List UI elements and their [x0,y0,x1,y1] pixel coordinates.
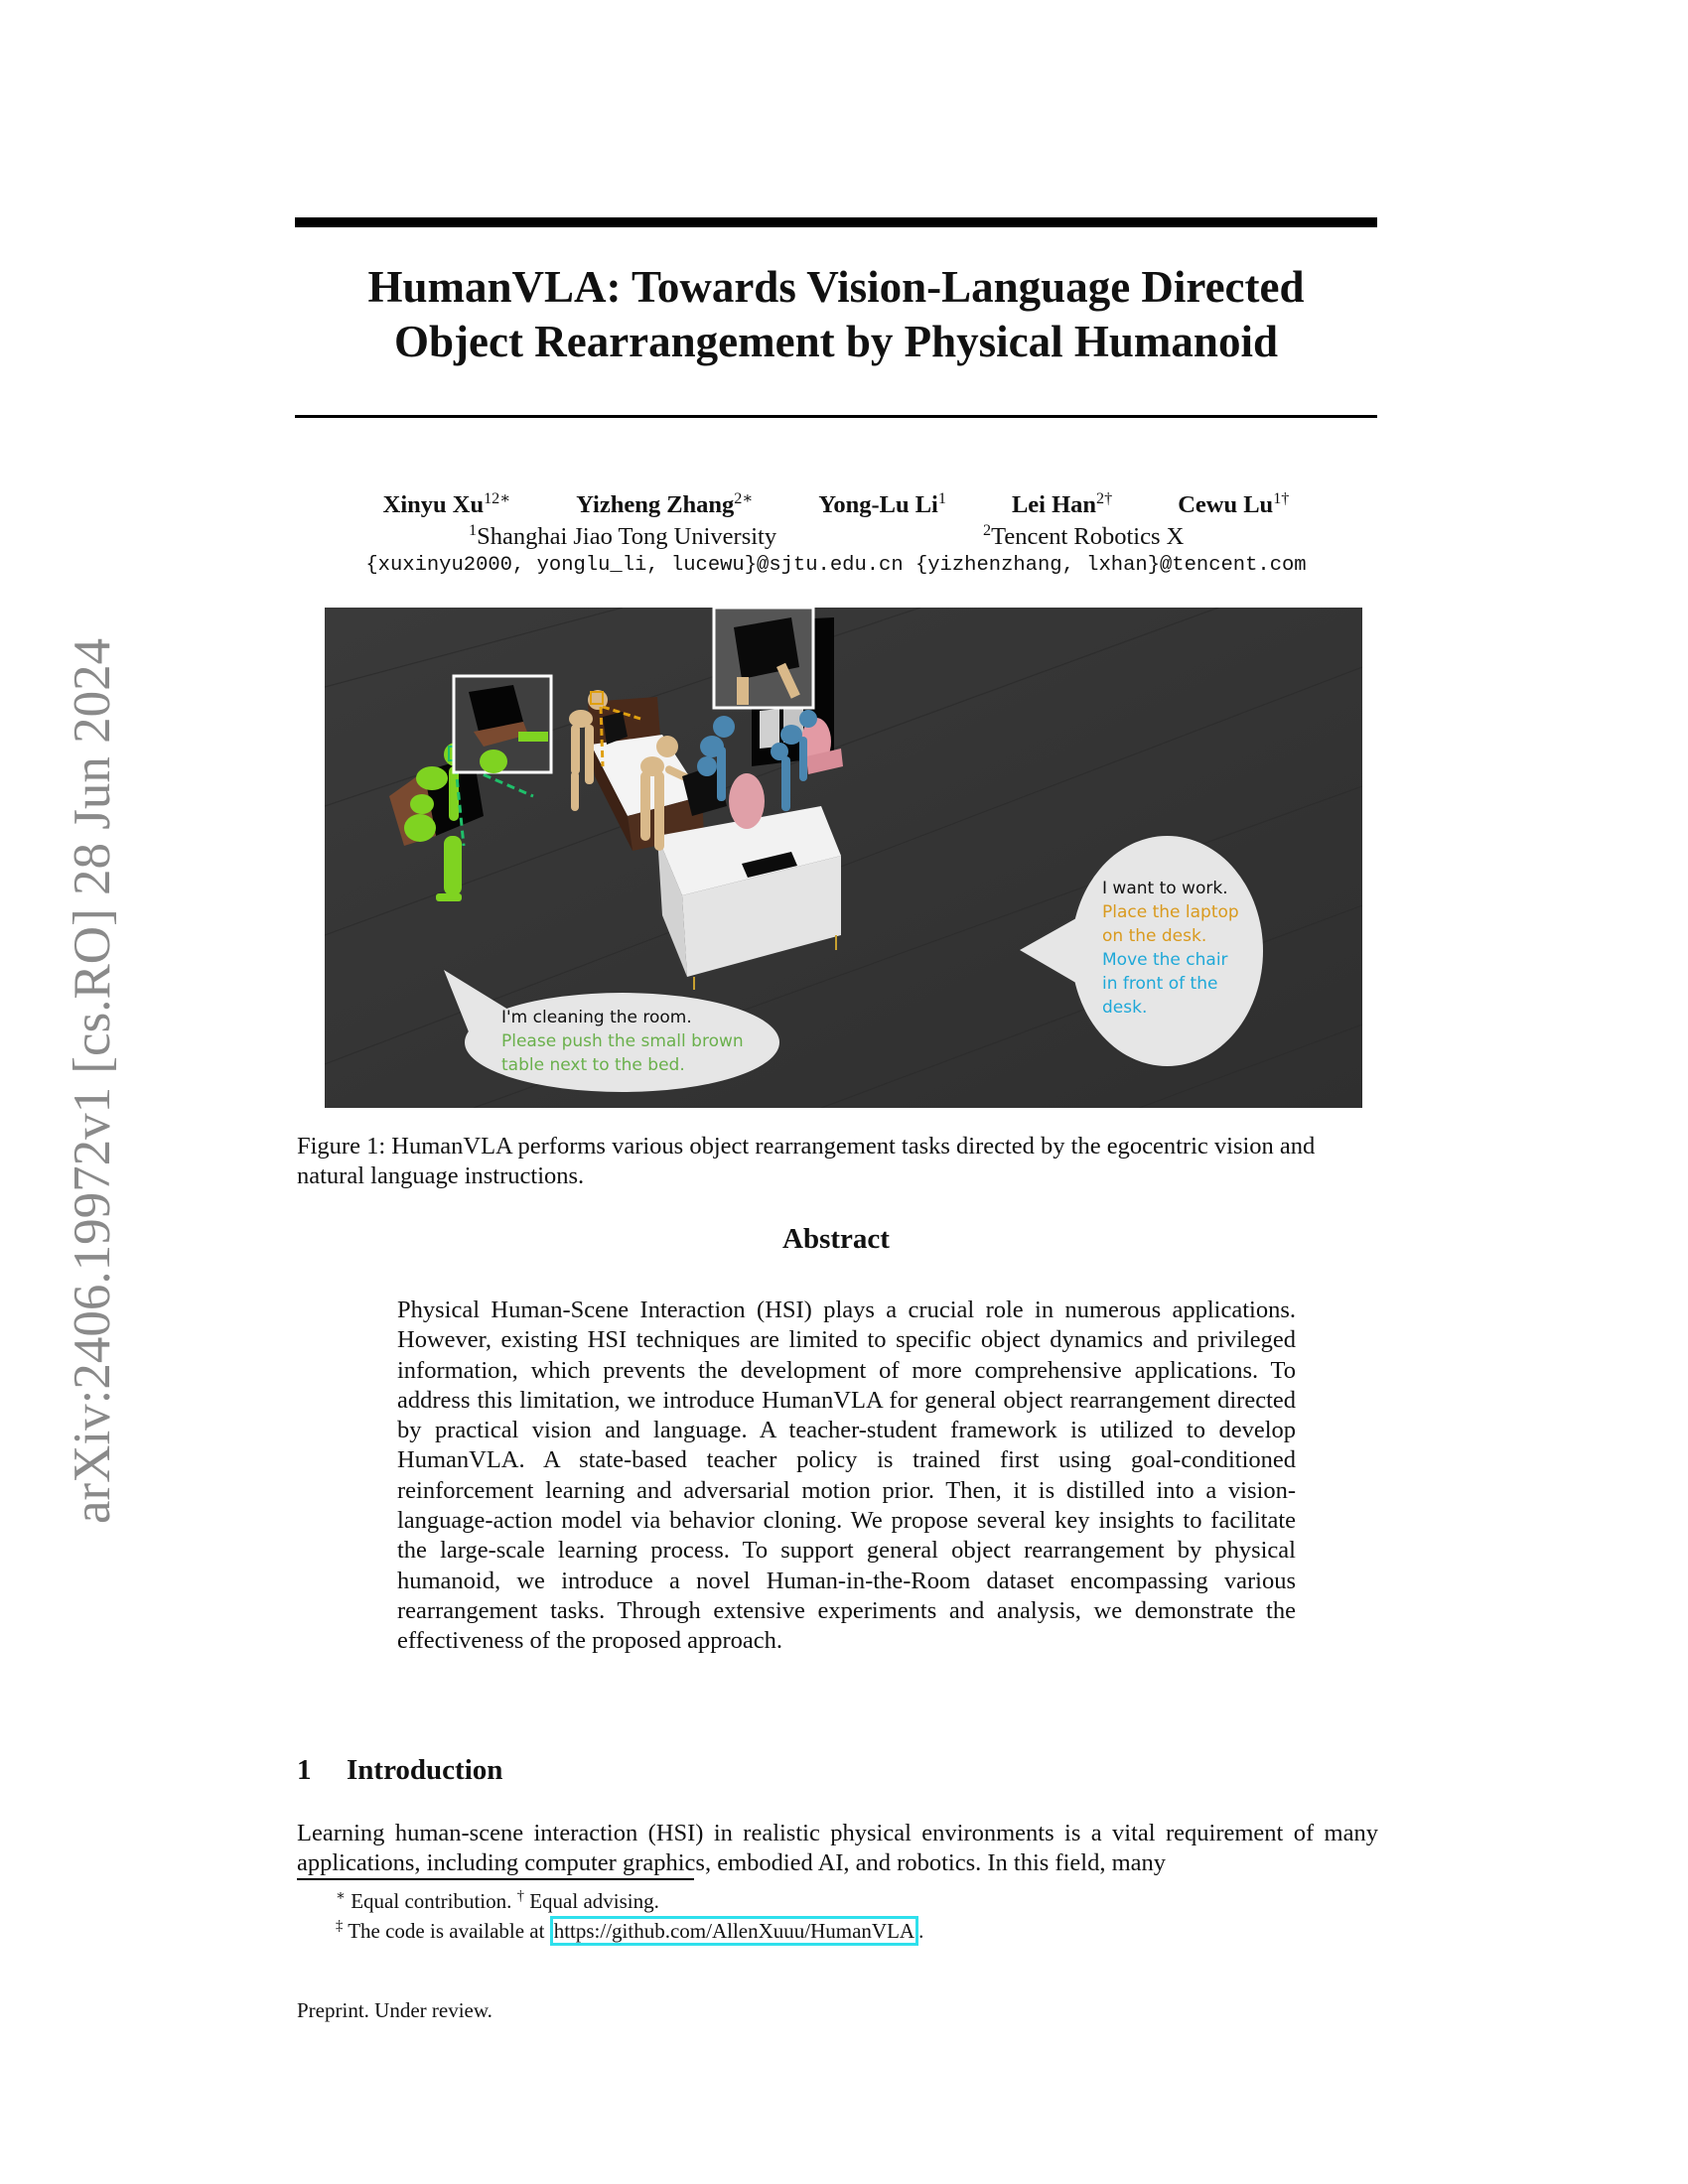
figure-1-image [325,608,1362,1108]
footnote-code-availability: ‡ The code is available at https://github.com/AllenXuuu/HumanVLA . [336,1918,923,1944]
title-rule-top [295,217,1377,227]
affiliation-2: $^2$Tencent Robotics X [983,522,1185,550]
speech-bubble-left-text: I'm cleaning the room. Please push the small brown table next to the bed. [501,1008,744,1075]
arxiv-stamp: arXiv:2406.19972v1 [cs.RO] 28 Jun 2024 [64,637,121,1524]
title-line-2: Object Rearrangement by Physical Humanoid [394,317,1278,366]
introduction-text: Learning human-scene interaction (HSI) in realistic physical environments is a vital requirement of many applications, including computer graphics, embodied AI, and robotics. In this field, many [297,1820,1378,1876]
speech-bubble-right-text: I want to work. Place the laptop on the desk. Move the chair in front of the desk. [1102,879,1239,1018]
author: Lei Han$^{2\dagger}$ [1011,490,1113,518]
author-list [295,490,1377,520]
abstract-text: Physical Human-Scene Interaction (HSI) plays a crucial role in numerous applications. However, existing HSI techniques are limited to specific object dynamics and privileged information, which prevents the development of more comprehensive applications. To address this limitation, we introduce HumanVLA for general object rearrangement directed by practical vision and language. A teacher-student framework is utilized to develop HumanVLA. A state-based teacher policy is trained first using goal-conditioned reinforcement learning and adversarial motion prior. Then, it is distilled into a vision-language-action model via behavior cloning. We propose several key insights to facilitate the large-scale learning process. To support general object rearrangement by physical humanoid, we introduce a novel Human-in-the-Room dataset encompassing various rearrangement tasks. Through extensive experiments and analysis, we demonstrate the effectiveness of the proposed approach. [397,1297,1296,1655]
author: Yizheng Zhang$^{2∗}$ [576,490,754,518]
author-emails: {xuxinyu2000, yonglu_li, lucewu}@sjtu.edu.cn {yizhenzhang, lxhan}@tencent.com [365,554,1307,577]
footnote-equal-contribution: ∗ Equal contribution. † Equal advising. [336,1887,659,1913]
figure-caption: Figure 1: HumanVLA performs various object rearrangement tasks directed by the egocentric vision and natural language instructions. [297,1133,1316,1189]
section-heading-introduction [297,1752,502,1788]
footnote-rule [297,1878,694,1880]
title-rule-bottom [295,415,1377,418]
section-title: Introduction [347,1754,503,1786]
abstract-heading: Abstract [782,1223,890,1255]
section-number: 1 [297,1754,312,1786]
author: Xinyu $Xu^{12∗}$ [382,490,511,518]
abstract-body [397,1296,1296,1657]
title-line-1: HumanVLA: Towards Vision-Language Directed [367,262,1305,312]
preprint-notice: Preprint. Under review. [297,1998,492,2022]
affiliation-1: $^1$Shanghai Jiao Tong University [469,522,777,550]
paper-title [295,260,1377,369]
author: Yong-Lu Li$^1$ [818,490,946,518]
github-link[interactable]: https://github.com/AllenXuuu/HumanVLA [550,1916,918,1946]
author: Cewu $Lu^{1\dagger}$ [1178,490,1290,518]
